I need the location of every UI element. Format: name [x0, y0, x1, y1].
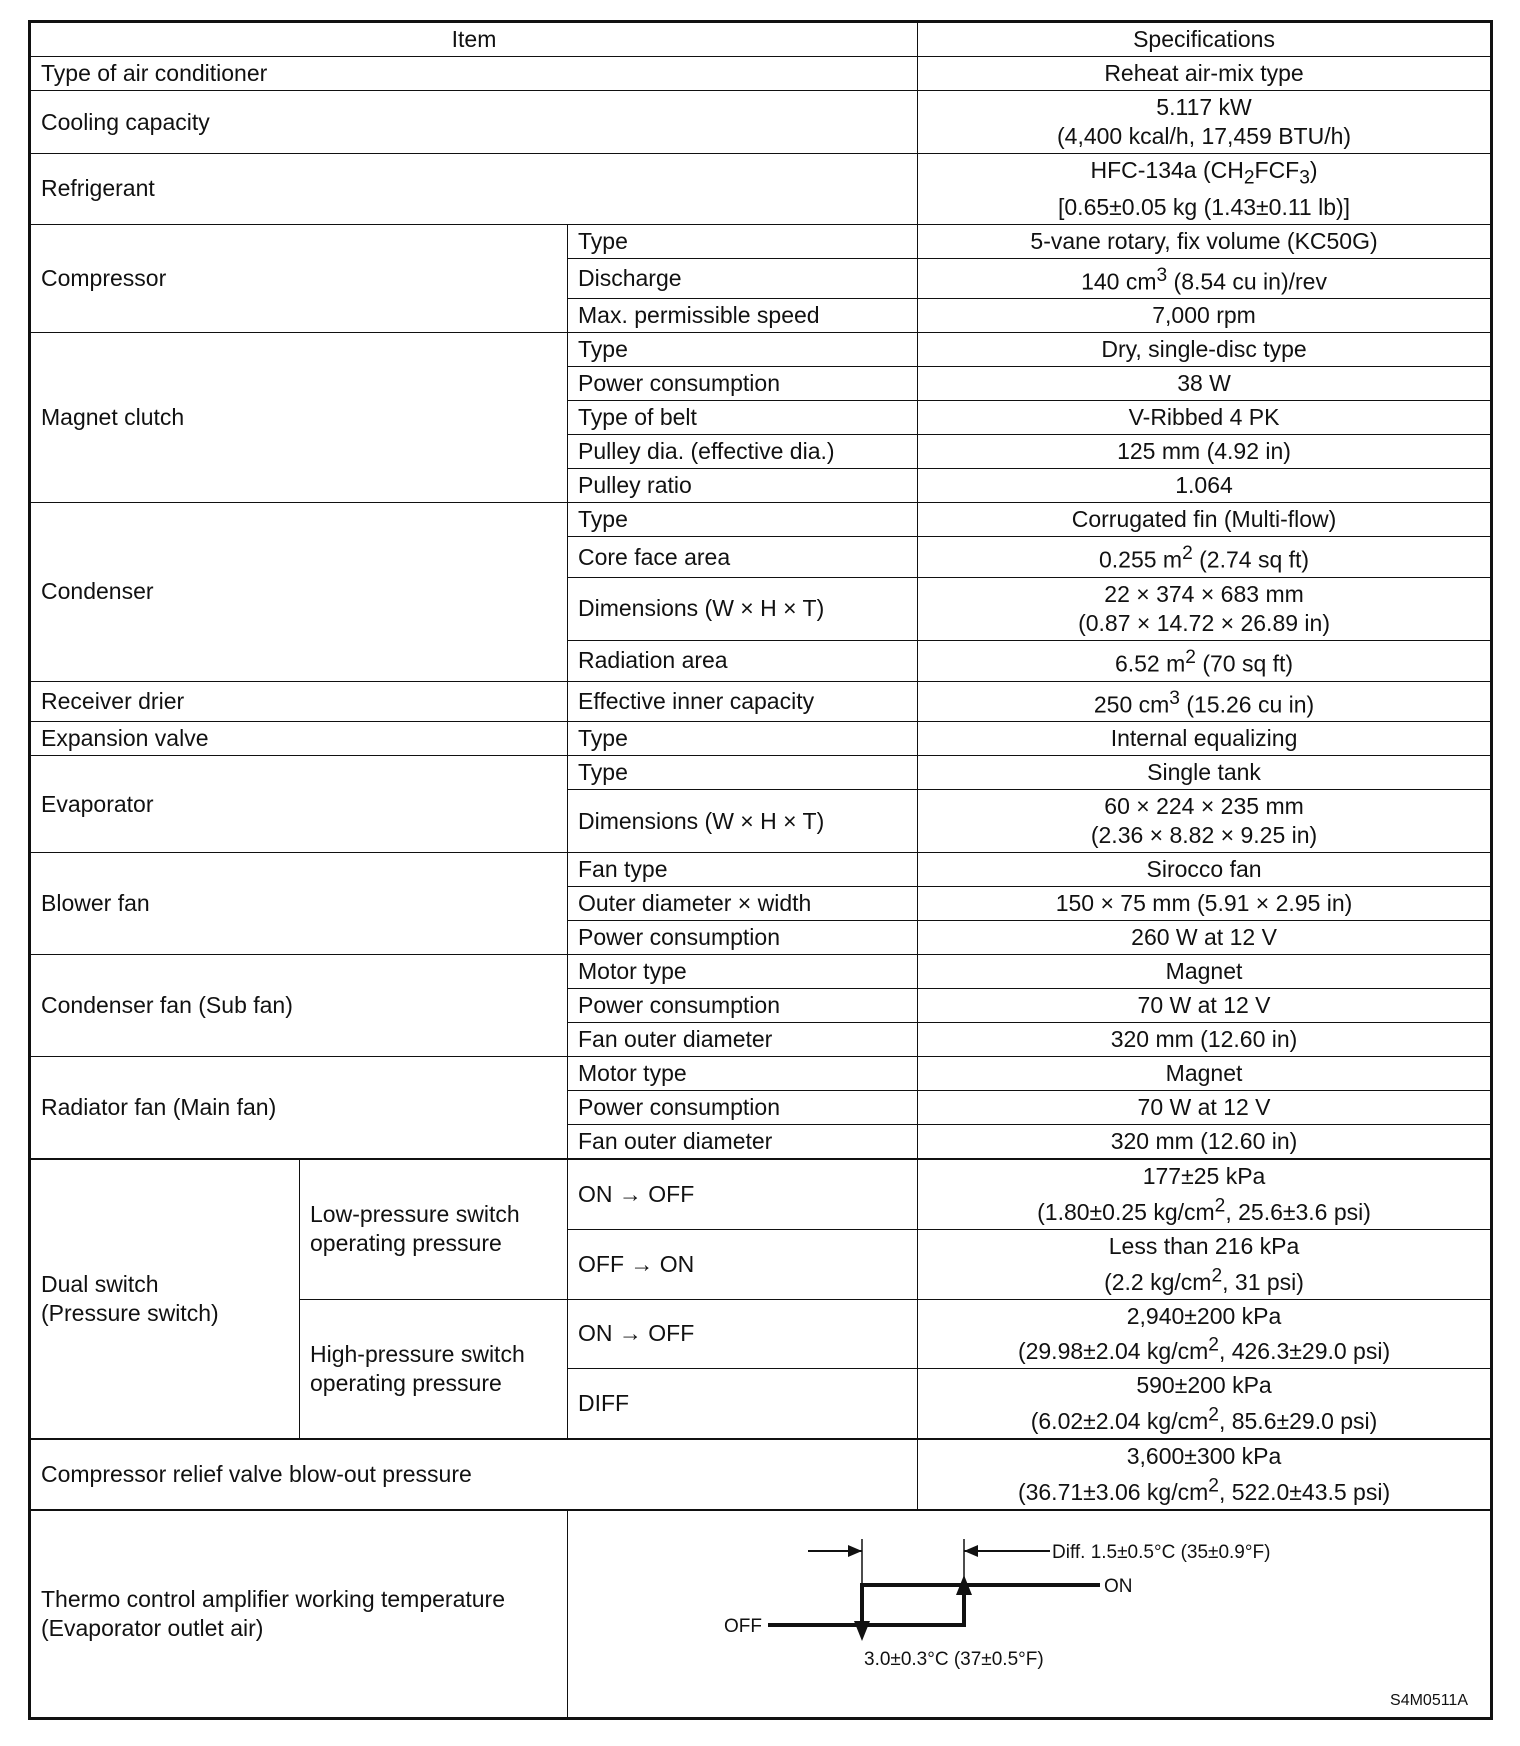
- cond-fan-power-label: Power consumption: [568, 989, 918, 1023]
- high-diff-label: DIFF: [568, 1369, 918, 1439]
- evaporator-dim-label: Dimensions (W × H × T): [568, 790, 918, 853]
- evaporator-dim-line2: (2.36 × 8.82 × 9.25 in): [1090, 822, 1318, 849]
- thermo-diagram: [568, 1511, 1488, 1717]
- receiver-part-b: (15.26 cu in): [1179, 691, 1315, 718]
- evaporator-type-value: Single tank: [918, 756, 1492, 790]
- compressor-label: Compressor: [30, 224, 568, 333]
- compressor-type-value: 5-vane rotary, fix volume (KC50G): [918, 224, 1492, 258]
- evaporator-label: Evaporator: [30, 756, 568, 853]
- cooling-value-line2: (4,400 kcal/h, 17,459 BTU/h): [1057, 123, 1352, 149]
- blower-power-value: 260 W at 12 V: [918, 921, 1492, 955]
- blower-fan-type-value: Sirocco fan: [918, 853, 1492, 887]
- cond-fan-power-value: 70 W at 12 V: [918, 989, 1492, 1023]
- discharge-part-b: (8.54 cu in)/rev: [1167, 268, 1327, 295]
- condenser-dim-line2: (0.87 × 14.72 × 26.89 in): [1078, 609, 1330, 636]
- low-pressure-label: [300, 1159, 568, 1299]
- expansion-value: Internal equalizing: [918, 722, 1492, 756]
- low-off-on-part-a: (2.2 kg/cm: [1104, 1268, 1212, 1295]
- rad-part-b: (70 sq ft): [1195, 650, 1294, 677]
- rad-part-a: 6.52 m: [1114, 650, 1186, 677]
- rad-fan-power-label: Power consumption: [568, 1091, 918, 1125]
- low-off-on-value: [918, 1229, 1492, 1299]
- high-on-off-sup: 2: [1208, 1334, 1219, 1356]
- low-on-off-sup: 2: [1214, 1195, 1226, 1217]
- high-diff-sup: 2: [1208, 1404, 1219, 1426]
- type-of-ac-value: Reheat air-mix type: [918, 57, 1492, 91]
- clutch-pulley-label: Pulley dia. (effective dia.): [568, 435, 918, 469]
- discharge-sup: 3: [1156, 264, 1168, 286]
- low-pressure-label-line1: Low-pressure switch: [310, 1201, 520, 1228]
- high-pressure-label: [300, 1299, 568, 1439]
- radiator-fan-label: Radiator fan (Main fan): [30, 1057, 568, 1160]
- low-off-on-label: OFF → ON: [568, 1229, 918, 1299]
- header-specifications: Specifications: [918, 22, 1492, 57]
- compressor-discharge-label: Discharge: [568, 258, 918, 299]
- relief-line2: [1017, 1474, 1391, 1505]
- high-on-off-label: ON → OFF: [568, 1299, 918, 1369]
- low-on-off-label: ON → OFF: [568, 1159, 918, 1229]
- clutch-power-value: 38 W: [918, 367, 1492, 401]
- refrigerant-part-b: FCF: [1254, 157, 1300, 183]
- cond-fan-dia-label: Fan outer diameter: [568, 1023, 918, 1057]
- cond-fan-dia-value: 320 mm (12.60 in): [918, 1023, 1492, 1057]
- specifications-table: [28, 20, 1493, 1720]
- condenser-dim-label: Dimensions (W × H × T): [568, 577, 918, 640]
- diff-arrow-left: [848, 1545, 862, 1557]
- clutch-belt-value: V-Ribbed 4 PK: [918, 401, 1492, 435]
- clutch-belt-label: Type of belt: [568, 401, 918, 435]
- low-off-on-line2: [1104, 1264, 1304, 1295]
- high-diff-part-b: , 85.6±29.0 psi): [1218, 1407, 1378, 1434]
- compressor-type-label: Type: [568, 224, 918, 258]
- on-label: ON: [1104, 1575, 1133, 1597]
- diff-arrow-right: [964, 1545, 978, 1557]
- receiver-value: [918, 681, 1492, 722]
- refrigerant-formula: [1090, 157, 1318, 189]
- discharge-part-a: 140 cm: [1081, 268, 1157, 295]
- low-pressure-label-line2: operating pressure: [310, 1230, 502, 1257]
- arrow-down: [854, 1621, 870, 1641]
- condenser-fan-label: Condenser fan (Sub fan): [30, 955, 568, 1057]
- high-on-off-line1: 2,940±200 kPa: [1126, 1302, 1282, 1329]
- evaporator-dim-value: [918, 790, 1492, 853]
- receiver-part-a: 250 cm: [1093, 691, 1170, 718]
- high-on-off-line2: [1017, 1334, 1391, 1365]
- refrigerant-sub-2: 2: [1243, 167, 1255, 189]
- core-part-b: (2.74 sq ft): [1192, 546, 1310, 573]
- relief-valve-label: Compressor relief valve blow-out pressure: [30, 1439, 918, 1510]
- condenser-type-value: Corrugated fin (Multi-flow): [918, 503, 1492, 537]
- condenser-core-label: Core face area: [568, 537, 918, 578]
- high-pressure-label-line2: operating pressure: [310, 1369, 502, 1396]
- cond-fan-motor-label: Motor type: [568, 955, 918, 989]
- high-diff-line1: 590±200 kPa: [1136, 1372, 1272, 1399]
- high-on-off-part-b: , 426.3±29.0 psi): [1218, 1338, 1391, 1365]
- relief-line1: 3,600±300 kPa: [1126, 1442, 1282, 1469]
- compressor-speed-value: 7,000 rpm: [918, 299, 1492, 333]
- receiver-label: Receiver drier: [30, 681, 568, 722]
- blower-od-label: Outer diameter × width: [568, 887, 918, 921]
- relief-sup: 2: [1208, 1474, 1219, 1496]
- figure-code: S4M0511A: [1390, 1691, 1468, 1709]
- clutch-ratio-label: Pulley ratio: [568, 469, 918, 503]
- core-part-a: 0.255 m: [1098, 546, 1183, 573]
- cooling-value-line1: 5.117 kW: [1156, 94, 1252, 120]
- clutch-power-label: Power consumption: [568, 367, 918, 401]
- condenser-type-label: Type: [568, 503, 918, 537]
- off-state-line: [768, 1583, 964, 1625]
- receiver-sub-label: Effective inner capacity: [568, 681, 918, 722]
- blower-od-value: 150 × 75 mm (5.91 × 2.95 in): [918, 887, 1492, 921]
- low-on-off-line2: [1037, 1195, 1371, 1225]
- condenser-dim-value: [918, 577, 1492, 640]
- compressor-speed-label: Max. permissible speed: [568, 299, 918, 333]
- expansion-sub-label: Type: [568, 722, 918, 756]
- refrigerant-value: [918, 154, 1492, 225]
- low-off-on-sup: 2: [1211, 1264, 1223, 1286]
- low-on-off-part-a: (1.80±0.25 kg/cm: [1037, 1198, 1215, 1225]
- rad-fan-dia-value: 320 mm (12.60 in): [918, 1125, 1492, 1160]
- compressor-discharge-value: [918, 258, 1492, 299]
- clutch-type-label: Type: [568, 333, 918, 367]
- refrigerant-part-c: ): [1309, 157, 1318, 183]
- clutch-pulley-value: 125 mm (4.92 in): [918, 435, 1492, 469]
- magnet-clutch-label: Magnet clutch: [30, 333, 568, 503]
- low-off-on-line1: Less than 216 kPa: [1108, 1232, 1300, 1259]
- thermo-diagram-cell: [568, 1510, 1492, 1719]
- cooling-capacity-value: [918, 91, 1492, 154]
- condenser-rad-value: [918, 640, 1492, 681]
- evaporator-type-label: Type: [568, 756, 918, 790]
- refrigerant-part-a: HFC-134a (CH: [1090, 157, 1244, 183]
- low-on-off-value: [918, 1159, 1492, 1229]
- rad-fan-motor-label: Motor type: [568, 1057, 918, 1091]
- condenser-dim-line1: 22 × 374 × 683 mm: [1104, 580, 1304, 607]
- relief-part-a: (36.71±3.06 kg/cm: [1017, 1478, 1209, 1505]
- high-diff-part-a: (6.02±2.04 kg/cm: [1030, 1407, 1209, 1434]
- high-on-off-value: [918, 1299, 1492, 1369]
- rad-fan-power-value: 70 W at 12 V: [918, 1091, 1492, 1125]
- condenser-rad-label: Radiation area: [568, 640, 918, 681]
- core-sup: 2: [1182, 543, 1193, 565]
- refrigerant-amount: [0.65±0.05 kg (1.43±0.11 lb)]: [1058, 193, 1351, 220]
- header-item: Item: [30, 22, 918, 57]
- receiver-sup: 3: [1169, 687, 1180, 709]
- thermo-label-line1: Thermo control amplifier working temperature: [41, 1585, 506, 1612]
- rad-fan-motor-value: Magnet: [918, 1057, 1492, 1091]
- rad-sup: 2: [1185, 646, 1196, 668]
- evaporator-dim-line1: 60 × 224 × 235 mm: [1104, 793, 1304, 820]
- blower-fan-type-label: Fan type: [568, 853, 918, 887]
- relief-valve-value: [918, 1439, 1492, 1510]
- cooling-capacity-label: Cooling capacity: [30, 91, 918, 154]
- low-off-on-part-b: , 31 psi): [1222, 1268, 1304, 1295]
- cond-fan-motor-value: Magnet: [918, 955, 1492, 989]
- high-diff-value: [918, 1369, 1492, 1439]
- blower-power-label: Power consumption: [568, 921, 918, 955]
- condenser-label: Condenser: [30, 503, 568, 681]
- expansion-label: Expansion valve: [30, 722, 568, 756]
- high-diff-line2: [1030, 1404, 1378, 1434]
- dual-switch-label-line2: (Pressure switch): [41, 1300, 219, 1327]
- condenser-core-value: [918, 537, 1492, 578]
- low-on-off-part-b: , 25.6±3.6 psi): [1225, 1198, 1371, 1225]
- thermo-label-line2: (Evaporator outlet air): [41, 1614, 264, 1641]
- high-on-off-part-a: (29.98±2.04 kg/cm: [1017, 1338, 1209, 1365]
- diff-label: Diff. 1.5±0.5°C (35±0.9°F): [1052, 1541, 1271, 1563]
- off-label: OFF: [724, 1615, 762, 1637]
- rad-fan-dia-label: Fan outer diameter: [568, 1125, 918, 1160]
- relief-part-b: , 522.0±43.5 psi): [1218, 1478, 1391, 1505]
- clutch-type-value: Dry, single-disc type: [918, 333, 1492, 367]
- clutch-ratio-value: 1.064: [918, 469, 1492, 503]
- low-on-off-line1: 177±25 kPa: [1142, 1163, 1266, 1190]
- dual-switch-label-line1: Dual switch: [41, 1271, 159, 1298]
- high-pressure-label-line1: High-pressure switch: [310, 1340, 525, 1367]
- refrigerant-label: Refrigerant: [30, 154, 918, 225]
- type-of-ac-label: Type of air conditioner: [30, 57, 918, 91]
- dual-switch-label: [30, 1159, 300, 1439]
- thermo-label: [30, 1510, 568, 1719]
- blower-fan-label: Blower fan: [30, 853, 568, 955]
- temp-label: 3.0±0.3°C (37±0.5°F): [864, 1648, 1044, 1670]
- refrigerant-sub-3: 3: [1299, 167, 1310, 189]
